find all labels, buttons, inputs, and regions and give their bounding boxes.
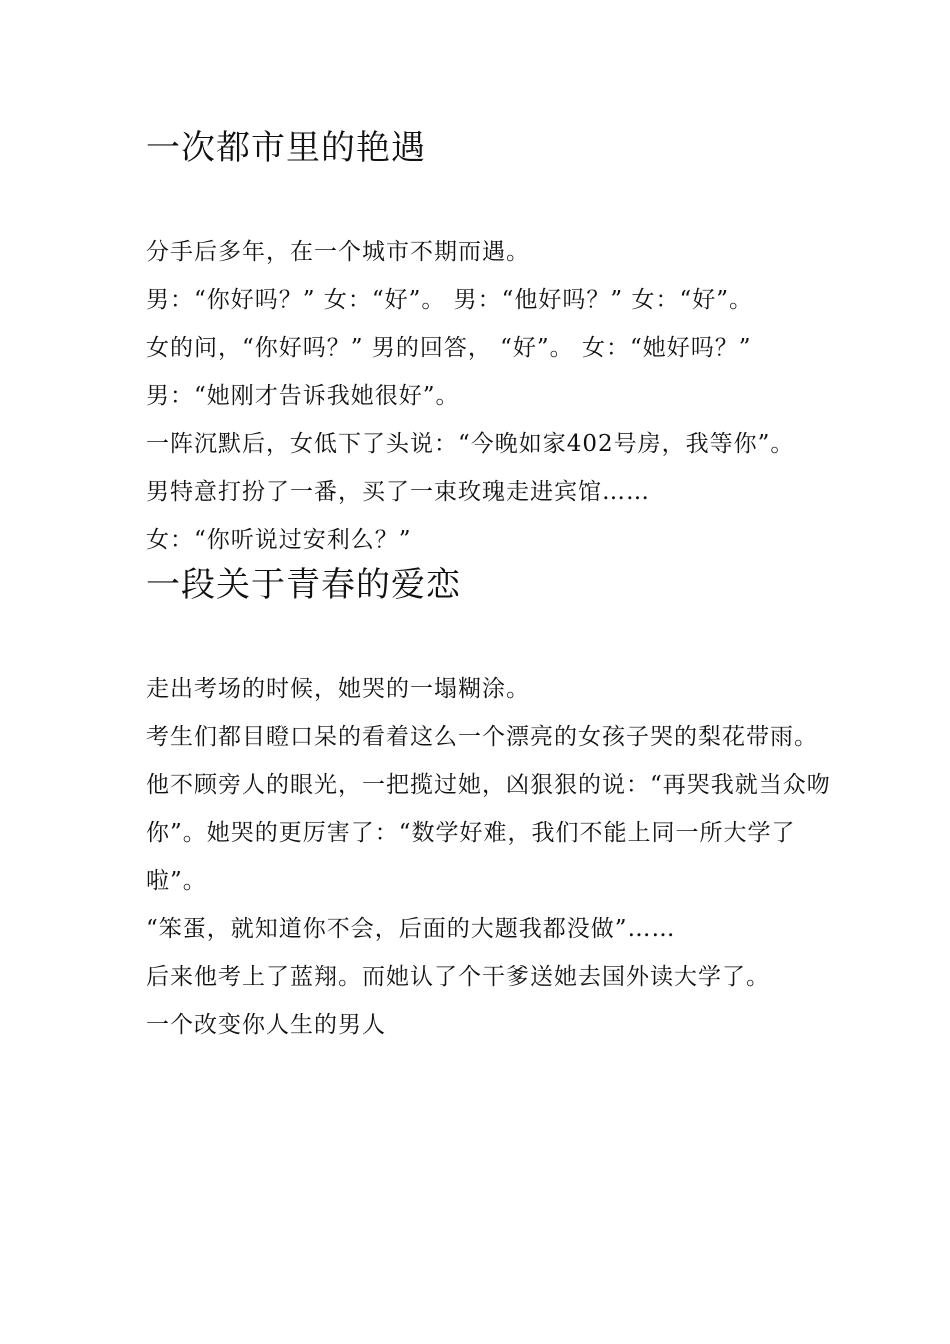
section-1-paragraph-5: 男特意打扮了一番，买了一束玫瑰走进宾馆…… [146,479,650,505]
section-2-paragraph-1: 走出考场的时候，她哭的一塌糊涂。 [146,676,530,702]
section-1-title: 一次都市里的艳遇 [146,128,426,168]
section-1-paragraph-4: 一阵沉默后，女低下了头说：“今晚如家402号房，我等你”。 [146,431,795,457]
section-1-paragraph-3: 女的问，“你好吗？” 男的回答， “好”。 女：“她好吗？” 男：“她刚才告诉我她很好”。 [146,335,752,409]
section-2-paragraph-5: 后来他考上了蓝翔。而她认了个干爹送她去国外读大学了。 [146,964,770,990]
section-1-paragraph-6: 女：“你听说过安利么？” [146,527,412,553]
section-2-paragraph-4: “笨蛋，就知道你不会，后面的大题我都没做”…… [146,916,676,942]
section-1-paragraph-2: 男：“你好吗？” 女：“好”。 男：“他好吗？” 女：“好”。 [146,287,753,313]
section-2-paragraph-2: 考生们都目瞪口呆的看着这么一个漂亮的女孩子哭的梨花带雨。 [146,724,818,750]
section-1-paragraph-1: 分手后多年，在一个城市不期而遇。 [146,239,530,265]
section-2-title: 一段关于青春的爱恋 [146,565,461,605]
section-2-paragraph-3: 他不顾旁人的眼光，一把揽过她，凶狠狠的说：“再哭我就当众吻你”。她哭的更厉害了：“数学好难，我们不能上同一所大学了啦”。 [146,772,831,894]
document-content [146,120,836,1049]
section-2-paragraph-6: 一个改变你人生的男人 [146,1012,386,1038]
